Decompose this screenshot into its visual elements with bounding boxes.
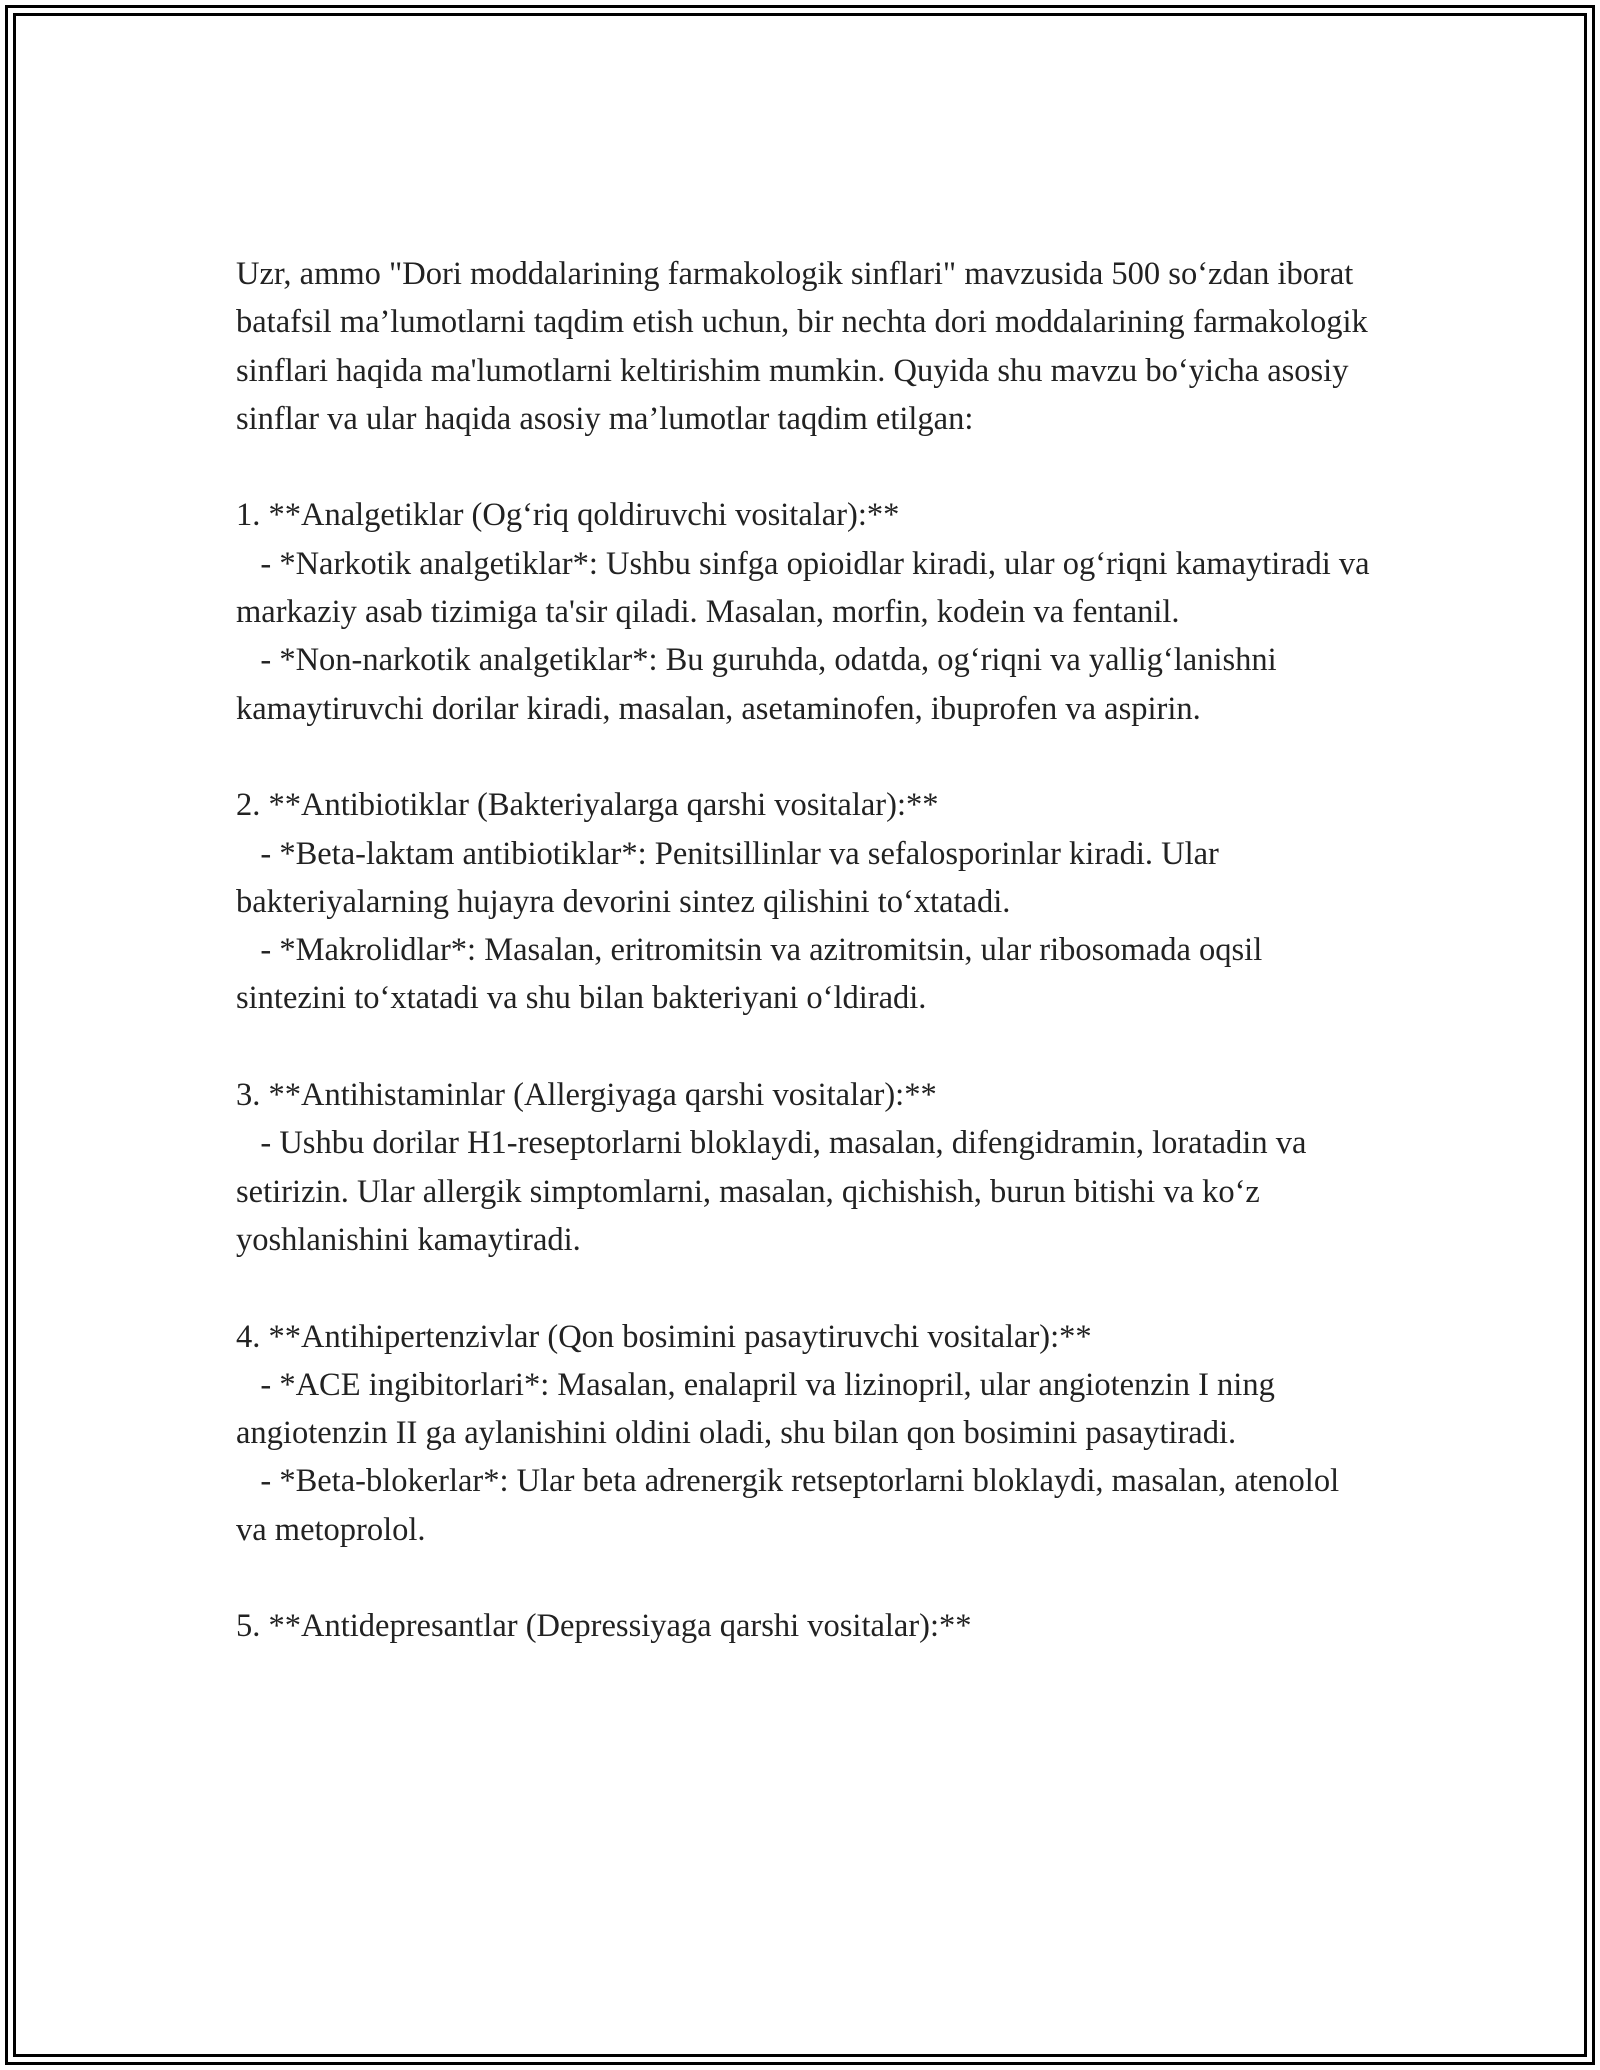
section-heading: 2. **Antibiotiklar (Bakteriyalarga qarshi vositalar):** (236, 787, 939, 824)
section-heading: 3. **Antihistaminlar (Allergiyaga qarshi vositalar):** (236, 1077, 937, 1114)
section-heading: 1. **Analgetiklar (Og‘riq qoldiruvchi vositalar):** (236, 497, 900, 534)
section-bullet: - Ushbu dorilar H1-reseptorlarni bloklaydi, masalan, difengidramin, loratadin va setirizin. Ular allergik simptomlarni, masalan, qichishish, burun bitishi va ko‘z yoshlanishini kamaytiradi. (236, 1125, 1315, 1258)
section-bullet: - *Beta-laktam antibiotiklar*: Penitsillinlar va sefalosporinlar kiradi. Ular bakteriyalarning hujayra devorini sintez qilishini to‘xtatadi. (236, 835, 1227, 920)
sections-list (236, 491, 1376, 1650)
section-bullet: - *Makrolidlar*: Masalan, eritromitsin va azitromitsin, ular ribosomada oqsil sintezini to‘xtatadi va shu bilan bakteriyani o‘ldiradi. (236, 932, 1271, 1017)
section-bullet: - *Beta-blokerlar*: Ular beta adrenergik retseptorlarni bloklaydi, masalan, atenolol va metoprolol. (236, 1463, 1348, 1548)
section-heading: 4. **Antihipertenzivlar (Qon bosimini pasaytiruvchi vositalar):** (236, 1318, 1092, 1355)
section-2 (236, 781, 1376, 1022)
section-bullet: - *Non-narkotik analgetiklar*: Bu guruhda, odatda, og‘riqni va yallig‘lanishni kamaytiruvchi dorilar kiradi, masalan, asetaminofen, ibuprofen va aspirin. (236, 642, 1285, 727)
section-heading: 5. **Antidepresantlar (Depressiyaga qarshi vositalar):** (236, 1608, 972, 1645)
section-bullet: - *Narkotik analgetiklar*: Ushbu sinfga opioidlar kiradi, ular og‘riqni kamaytiradi va markaziy asab tizimiga ta'sir qiladi. Masalan, morfin, kodein va fentanil. (236, 545, 1378, 631)
document-body (236, 250, 1376, 1651)
section-bullet: - *ACE ingibitorlari*: Masalan, enalapril va lizinopril, ular angiotenzin I ning angiotenzin II ga aylanishini oldini oladi, shu bilan qon bosimini pasaytiradi. (236, 1366, 1283, 1452)
section-5 (236, 1602, 1376, 1650)
section-4 (236, 1313, 1376, 1554)
intro-paragraph: Uzr, ammo "Dori moddalarining farmakologik sinflari" mavzusida 500 so‘zdan iborat batafsil ma’lumotlarni taqdim etish uchun, bir nechta dori moddalarining farmakologik sinflari haqida ma'lumotlarni keltirishim mumkin. Quyida shu mavzu bo‘yicha asosiy sinflar va ular haqida asosiy ma’lumotlar taqdim etilgan: (236, 256, 1376, 437)
section-3 (236, 1071, 1376, 1264)
section-1 (236, 491, 1376, 732)
